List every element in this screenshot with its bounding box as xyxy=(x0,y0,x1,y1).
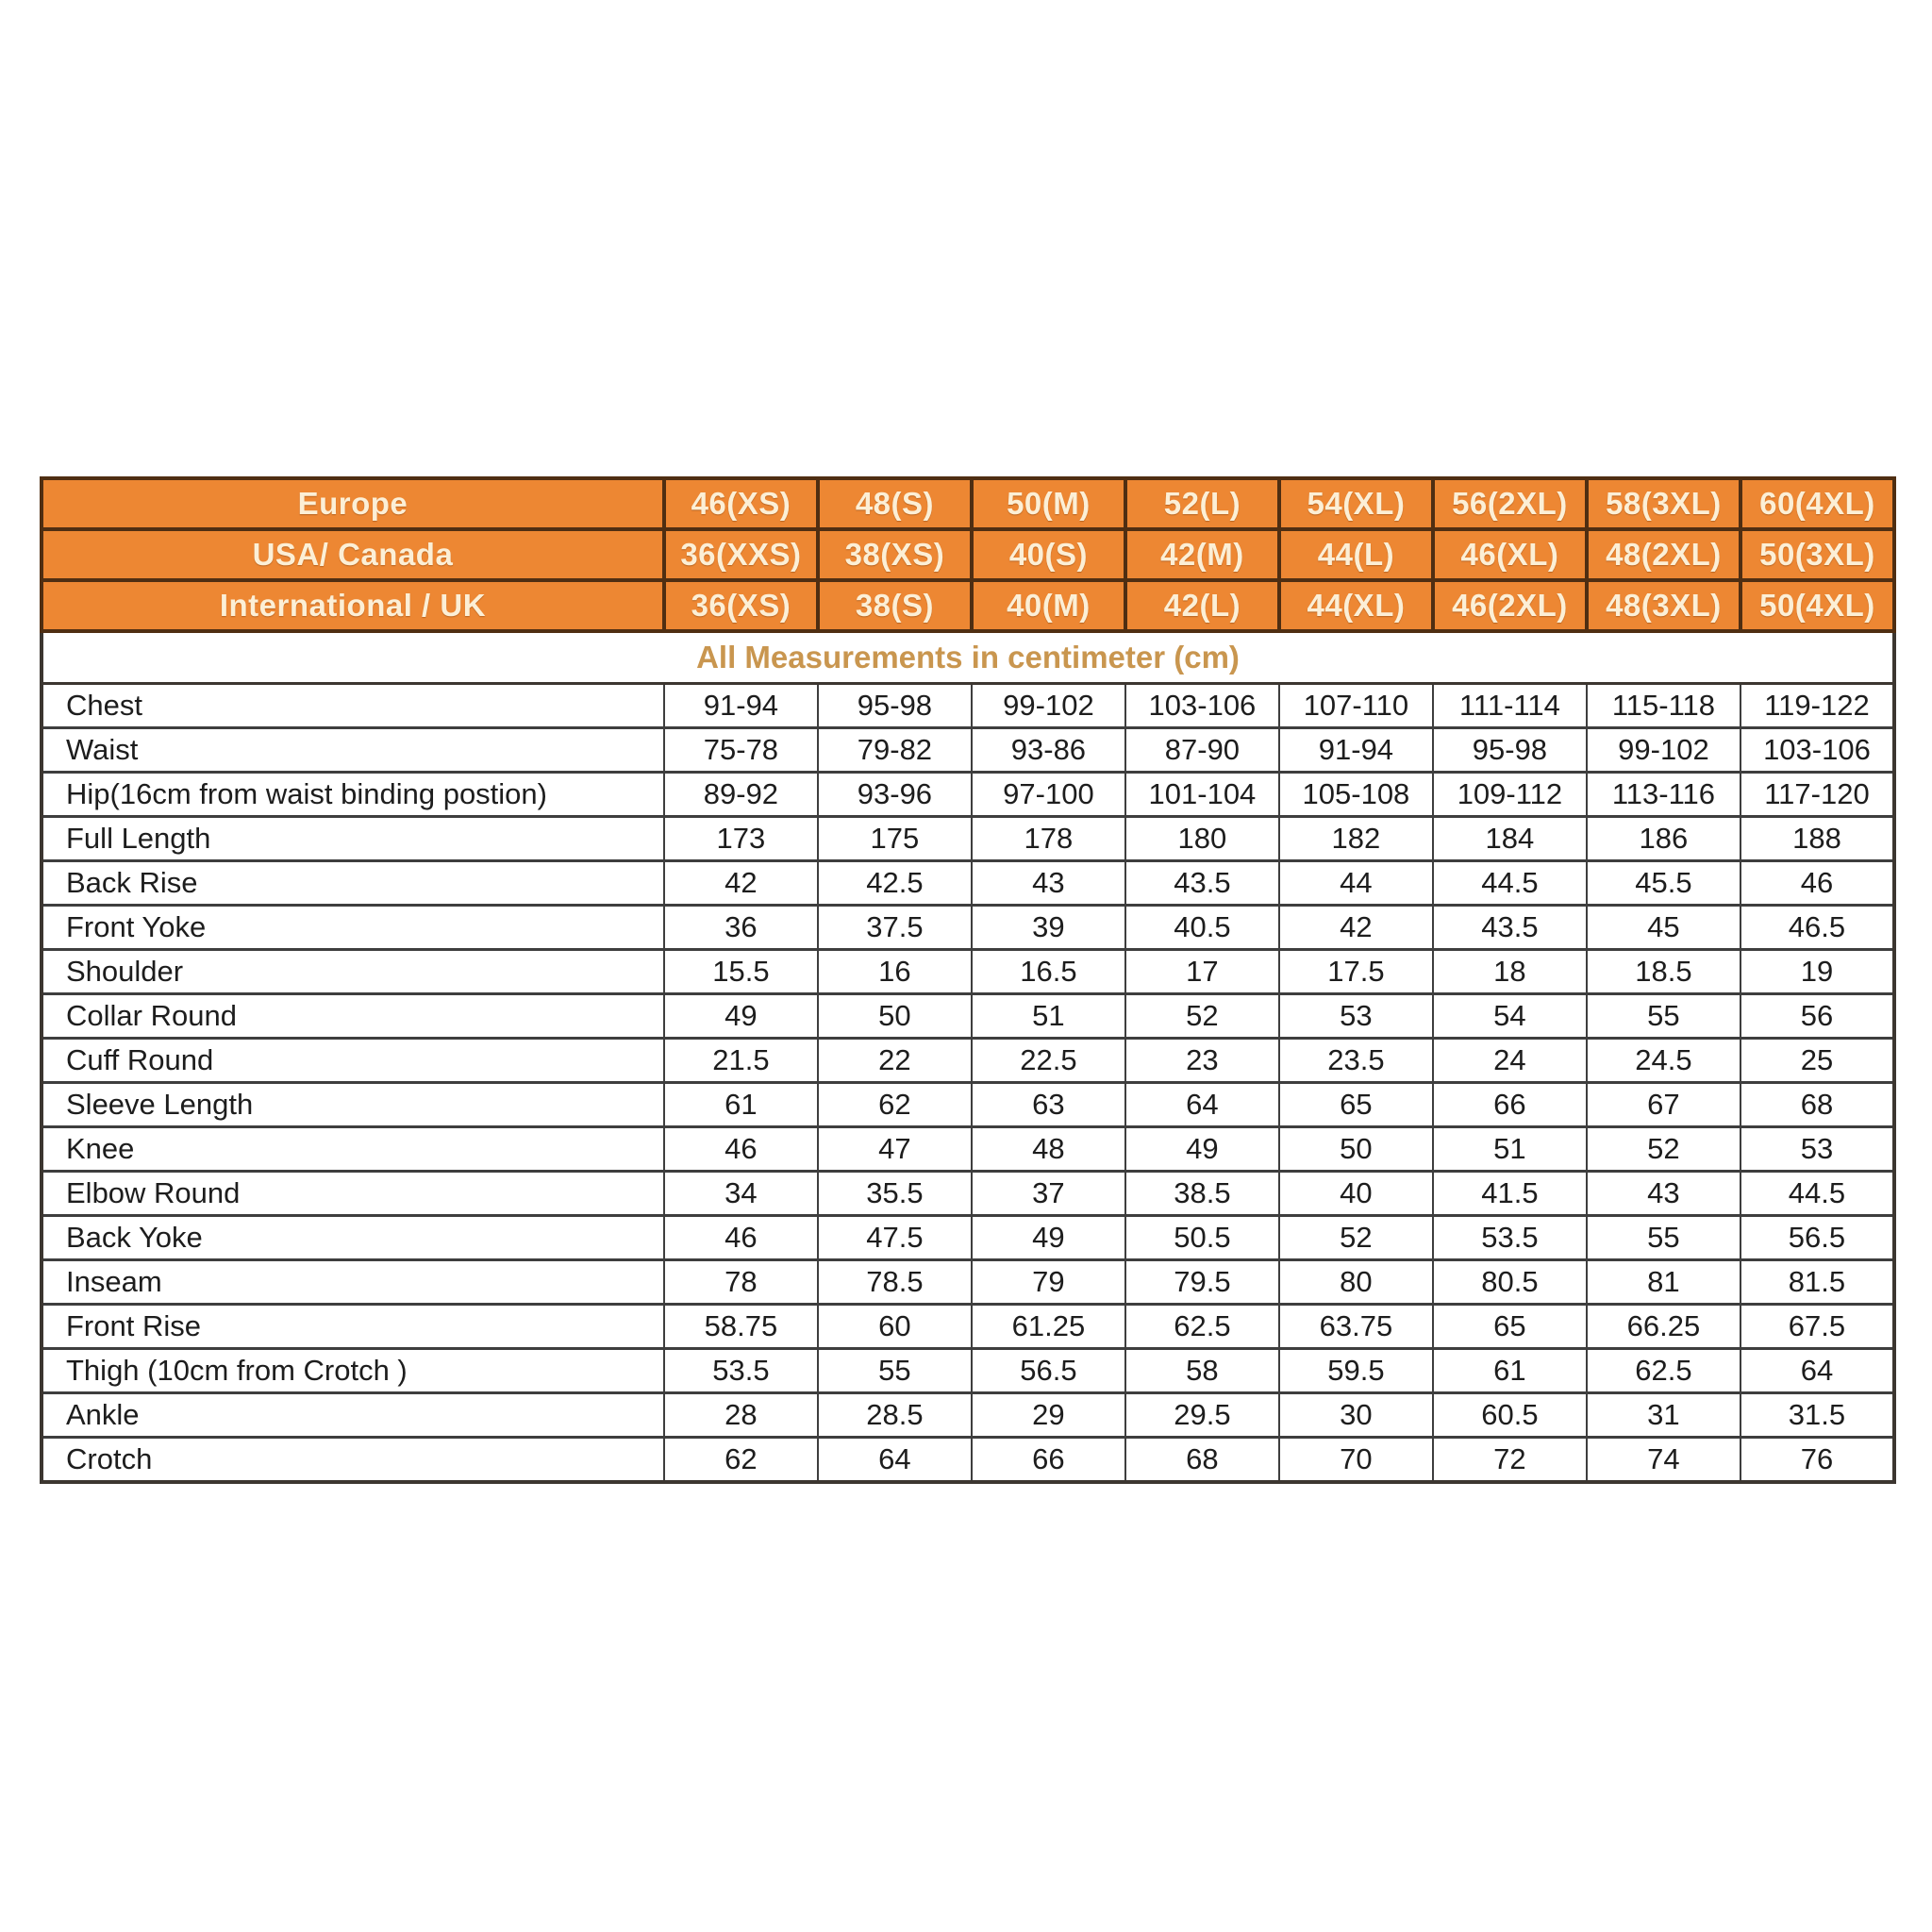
measurement-value: 115-118 xyxy=(1587,684,1740,728)
table-row xyxy=(42,773,1894,817)
measurement-value: 52 xyxy=(1125,994,1279,1039)
measurement-value: 99-102 xyxy=(1587,728,1740,773)
measurement-value: 103-106 xyxy=(1740,728,1894,773)
measurement-value: 56.5 xyxy=(972,1349,1125,1393)
measurement-value: 51 xyxy=(972,994,1125,1039)
table-row xyxy=(42,1083,1894,1127)
measurement-value: 111-114 xyxy=(1433,684,1587,728)
size-cell: 54(XL) xyxy=(1279,478,1433,529)
measurement-value: 68 xyxy=(1740,1083,1894,1127)
size-cell: 42(L) xyxy=(1125,580,1279,631)
measurement-value: 67.5 xyxy=(1740,1305,1894,1349)
measurement-value: 184 xyxy=(1433,817,1587,861)
measurement-value: 55 xyxy=(818,1349,972,1393)
measurement-label: Crotch xyxy=(42,1438,664,1483)
measurement-value: 45.5 xyxy=(1587,861,1740,906)
measurement-value: 16 xyxy=(818,950,972,994)
measurement-value: 39 xyxy=(972,906,1125,950)
table-row xyxy=(42,1305,1894,1349)
measurement-value: 42 xyxy=(664,861,818,906)
measurement-value: 91-94 xyxy=(664,684,818,728)
measurement-label: Full Length xyxy=(42,817,664,861)
table-row xyxy=(42,861,1894,906)
measurement-label: Chest xyxy=(42,684,664,728)
size-cell: 36(XS) xyxy=(664,580,818,631)
measurement-value: 178 xyxy=(972,817,1125,861)
measurement-value: 23.5 xyxy=(1279,1039,1433,1083)
measurement-label: Ankle xyxy=(42,1393,664,1438)
measurement-rows xyxy=(42,631,1894,1482)
measurement-value: 81 xyxy=(1587,1260,1740,1305)
measurement-label: Collar Round xyxy=(42,994,664,1039)
measurement-value: 61 xyxy=(664,1083,818,1127)
size-cell: 46(XL) xyxy=(1433,529,1587,580)
measurement-value: 186 xyxy=(1587,817,1740,861)
measurement-value: 58 xyxy=(1125,1349,1279,1393)
measurement-value: 43 xyxy=(1587,1172,1740,1216)
measurement-value: 49 xyxy=(1125,1127,1279,1172)
measurement-value: 59.5 xyxy=(1279,1349,1433,1393)
size-cell: 38(XS) xyxy=(818,529,972,580)
measurement-value: 91-94 xyxy=(1279,728,1433,773)
size-cell: 58(3XL) xyxy=(1587,478,1740,529)
measurement-value: 101-104 xyxy=(1125,773,1279,817)
measurement-value: 53.5 xyxy=(1433,1216,1587,1260)
measurement-value: 17 xyxy=(1125,950,1279,994)
size-chart xyxy=(40,476,1896,1484)
size-cell: 40(M) xyxy=(972,580,1125,631)
measurement-value: 68 xyxy=(1125,1438,1279,1483)
measurement-value: 63 xyxy=(972,1083,1125,1127)
measurement-value: 29 xyxy=(972,1393,1125,1438)
measurement-label: Waist xyxy=(42,728,664,773)
measurement-value: 43.5 xyxy=(1433,906,1587,950)
measurement-value: 53 xyxy=(1740,1127,1894,1172)
measurement-value: 67 xyxy=(1587,1083,1740,1127)
measurement-value: 62.5 xyxy=(1125,1305,1279,1349)
size-cell: 44(L) xyxy=(1279,529,1433,580)
measurement-value: 93-86 xyxy=(972,728,1125,773)
measurement-value: 18 xyxy=(1433,950,1587,994)
measurement-value: 79 xyxy=(972,1260,1125,1305)
table-row xyxy=(42,1039,1894,1083)
measurement-value: 53.5 xyxy=(664,1349,818,1393)
measurement-value: 65 xyxy=(1433,1305,1587,1349)
size-cell: 50(4XL) xyxy=(1740,580,1894,631)
region-label: International / UK xyxy=(42,580,664,631)
measurement-value: 78 xyxy=(664,1260,818,1305)
size-cell: 50(M) xyxy=(972,478,1125,529)
measurement-value: 60 xyxy=(818,1305,972,1349)
measurement-value: 46 xyxy=(664,1216,818,1260)
measurement-value: 37 xyxy=(972,1172,1125,1216)
measurement-value: 64 xyxy=(818,1438,972,1483)
measurement-value: 28.5 xyxy=(818,1393,972,1438)
measurement-value: 66 xyxy=(972,1438,1125,1483)
measurement-value: 182 xyxy=(1279,817,1433,861)
size-cell: 42(M) xyxy=(1125,529,1279,580)
measurement-value: 43.5 xyxy=(1125,861,1279,906)
size-cell: 52(L) xyxy=(1125,478,1279,529)
measurement-value: 50 xyxy=(1279,1127,1433,1172)
measurement-value: 56.5 xyxy=(1740,1216,1894,1260)
measurement-value: 44 xyxy=(1279,861,1433,906)
size-chart-table xyxy=(40,476,1896,1484)
measurement-label: Cuff Round xyxy=(42,1039,664,1083)
measurement-value: 76 xyxy=(1740,1438,1894,1483)
size-cell: 60(4XL) xyxy=(1740,478,1894,529)
measurement-value: 80.5 xyxy=(1433,1260,1587,1305)
size-cell: 46(2XL) xyxy=(1433,580,1587,631)
measurement-value: 37.5 xyxy=(818,906,972,950)
measurement-value: 19 xyxy=(1740,950,1894,994)
measurement-value: 95-98 xyxy=(818,684,972,728)
table-row xyxy=(42,950,1894,994)
size-cell: 48(2XL) xyxy=(1587,529,1740,580)
measurement-value: 117-120 xyxy=(1740,773,1894,817)
measurement-value: 105-108 xyxy=(1279,773,1433,817)
measurement-label: Thigh (10cm from Crotch ) xyxy=(42,1349,664,1393)
measurement-value: 87-90 xyxy=(1125,728,1279,773)
measurement-value: 42.5 xyxy=(818,861,972,906)
measurement-value: 31.5 xyxy=(1740,1393,1894,1438)
measurement-label: Back Yoke xyxy=(42,1216,664,1260)
measurement-value: 18.5 xyxy=(1587,950,1740,994)
measurement-value: 79.5 xyxy=(1125,1260,1279,1305)
measurement-value: 25 xyxy=(1740,1039,1894,1083)
measurement-label: Elbow Round xyxy=(42,1172,664,1216)
size-cell: 40(S) xyxy=(972,529,1125,580)
table-row xyxy=(42,728,1894,773)
measurement-value: 99-102 xyxy=(972,684,1125,728)
measurement-label: Hip(16cm from waist binding postion) xyxy=(42,773,664,817)
measurement-value: 24 xyxy=(1433,1039,1587,1083)
measurement-value: 22 xyxy=(818,1039,972,1083)
measurement-value: 72 xyxy=(1433,1438,1587,1483)
measurement-value: 30 xyxy=(1279,1393,1433,1438)
measurement-label: Front Rise xyxy=(42,1305,664,1349)
table-row xyxy=(42,1438,1894,1483)
measurement-value: 103-106 xyxy=(1125,684,1279,728)
measurement-value: 81.5 xyxy=(1740,1260,1894,1305)
measurement-label: Sleeve Length xyxy=(42,1083,664,1127)
measurement-value: 17.5 xyxy=(1279,950,1433,994)
measurement-value: 180 xyxy=(1125,817,1279,861)
measurement-value: 64 xyxy=(1125,1083,1279,1127)
table-row xyxy=(42,817,1894,861)
units-note-row xyxy=(42,631,1894,684)
size-cell: 44(XL) xyxy=(1279,580,1433,631)
measurement-value: 44.5 xyxy=(1433,861,1587,906)
measurement-value: 51 xyxy=(1433,1127,1587,1172)
size-header-rows xyxy=(42,478,1894,631)
measurement-value: 16.5 xyxy=(972,950,1125,994)
measurement-value: 53 xyxy=(1279,994,1433,1039)
measurement-label: Front Yoke xyxy=(42,906,664,950)
size-header-row xyxy=(42,529,1894,580)
table-row xyxy=(42,684,1894,728)
measurement-value: 21.5 xyxy=(664,1039,818,1083)
measurement-value: 43 xyxy=(972,861,1125,906)
measurement-value: 109-112 xyxy=(1433,773,1587,817)
measurement-value: 113-116 xyxy=(1587,773,1740,817)
measurement-value: 61.25 xyxy=(972,1305,1125,1349)
measurement-value: 46 xyxy=(1740,861,1894,906)
measurement-value: 56 xyxy=(1740,994,1894,1039)
measurement-value: 66.25 xyxy=(1587,1305,1740,1349)
size-cell: 48(S) xyxy=(818,478,972,529)
measurement-label: Shoulder xyxy=(42,950,664,994)
measurement-value: 62 xyxy=(818,1083,972,1127)
table-row xyxy=(42,1127,1894,1172)
measurement-value: 44.5 xyxy=(1740,1172,1894,1216)
size-cell: 36(XXS) xyxy=(664,529,818,580)
region-label: USA/ Canada xyxy=(42,529,664,580)
measurement-value: 63.75 xyxy=(1279,1305,1433,1349)
size-cell: 48(3XL) xyxy=(1587,580,1740,631)
measurement-value: 65 xyxy=(1279,1083,1433,1127)
region-label: Europe xyxy=(42,478,664,529)
measurement-value: 46.5 xyxy=(1740,906,1894,950)
table-row xyxy=(42,994,1894,1039)
measurement-value: 42 xyxy=(1279,906,1433,950)
table-row xyxy=(42,1216,1894,1260)
measurement-value: 50.5 xyxy=(1125,1216,1279,1260)
table-row xyxy=(42,906,1894,950)
measurement-value: 62 xyxy=(664,1438,818,1483)
measurement-value: 173 xyxy=(664,817,818,861)
measurement-value: 49 xyxy=(664,994,818,1039)
measurement-value: 45 xyxy=(1587,906,1740,950)
measurement-value: 22.5 xyxy=(972,1039,1125,1083)
measurement-value: 36 xyxy=(664,906,818,950)
measurement-value: 46 xyxy=(664,1127,818,1172)
measurement-value: 175 xyxy=(818,817,972,861)
measurement-value: 70 xyxy=(1279,1438,1433,1483)
size-cell: 46(XS) xyxy=(664,478,818,529)
measurement-value: 50 xyxy=(818,994,972,1039)
measurement-value: 74 xyxy=(1587,1438,1740,1483)
measurement-value: 62.5 xyxy=(1587,1349,1740,1393)
measurement-value: 119-122 xyxy=(1740,684,1894,728)
measurement-value: 95-98 xyxy=(1433,728,1587,773)
table-row xyxy=(42,1172,1894,1216)
measurement-value: 61 xyxy=(1433,1349,1587,1393)
measurement-value: 64 xyxy=(1740,1349,1894,1393)
measurement-value: 41.5 xyxy=(1433,1172,1587,1216)
measurement-value: 47.5 xyxy=(818,1216,972,1260)
measurement-value: 107-110 xyxy=(1279,684,1433,728)
table-row xyxy=(42,1349,1894,1393)
size-cell: 38(S) xyxy=(818,580,972,631)
measurement-value: 75-78 xyxy=(664,728,818,773)
measurement-value: 188 xyxy=(1740,817,1894,861)
measurement-value: 80 xyxy=(1279,1260,1433,1305)
measurement-value: 55 xyxy=(1587,1216,1740,1260)
measurement-value: 97-100 xyxy=(972,773,1125,817)
measurement-value: 15.5 xyxy=(664,950,818,994)
table-row xyxy=(42,1260,1894,1305)
measurement-value: 55 xyxy=(1587,994,1740,1039)
measurement-value: 40 xyxy=(1279,1172,1433,1216)
measurement-value: 49 xyxy=(972,1216,1125,1260)
measurement-value: 93-96 xyxy=(818,773,972,817)
measurement-label: Inseam xyxy=(42,1260,664,1305)
measurement-value: 34 xyxy=(664,1172,818,1216)
measurement-label: Knee xyxy=(42,1127,664,1172)
measurement-value: 52 xyxy=(1587,1127,1740,1172)
measurement-value: 66 xyxy=(1433,1083,1587,1127)
measurement-value: 60.5 xyxy=(1433,1393,1587,1438)
measurement-label: Back Rise xyxy=(42,861,664,906)
measurement-value: 47 xyxy=(818,1127,972,1172)
measurement-value: 58.75 xyxy=(664,1305,818,1349)
measurement-value: 29.5 xyxy=(1125,1393,1279,1438)
measurement-value: 89-92 xyxy=(664,773,818,817)
measurement-value: 52 xyxy=(1279,1216,1433,1260)
measurement-value: 24.5 xyxy=(1587,1039,1740,1083)
measurement-value: 79-82 xyxy=(818,728,972,773)
measurement-value: 23 xyxy=(1125,1039,1279,1083)
measurement-value: 54 xyxy=(1433,994,1587,1039)
size-cell: 50(3XL) xyxy=(1740,529,1894,580)
measurement-value: 48 xyxy=(972,1127,1125,1172)
measurement-value: 28 xyxy=(664,1393,818,1438)
measurement-value: 40.5 xyxy=(1125,906,1279,950)
table-row xyxy=(42,1393,1894,1438)
units-note: All Measurements in centimeter (cm) xyxy=(42,631,1894,684)
size-cell: 56(2XL) xyxy=(1433,478,1587,529)
measurement-value: 31 xyxy=(1587,1393,1740,1438)
size-header-row xyxy=(42,478,1894,529)
size-header-row xyxy=(42,580,1894,631)
measurement-value: 78.5 xyxy=(818,1260,972,1305)
measurement-value: 38.5 xyxy=(1125,1172,1279,1216)
measurement-value: 35.5 xyxy=(818,1172,972,1216)
